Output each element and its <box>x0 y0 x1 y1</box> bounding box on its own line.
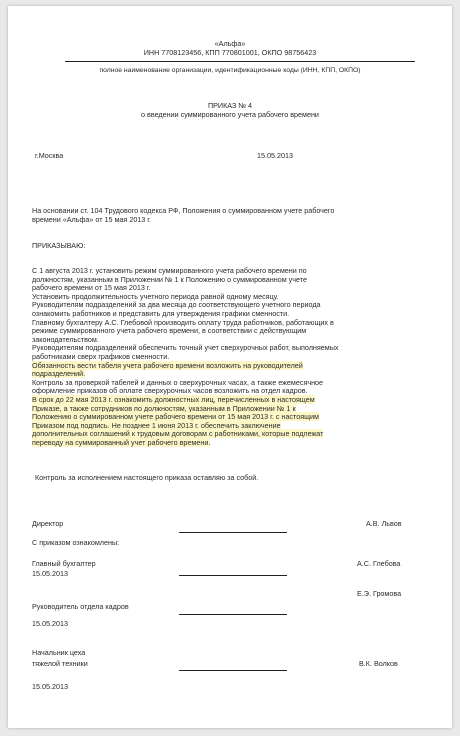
org-caption: полное наименование организации, идентификационные коды (ИНН, КПП, ОКПО) <box>99 67 361 74</box>
item-7-line: оформление приказов об оплате сверхурочных часов возложить на отдел кадров. <box>32 386 308 396</box>
order-date: 15.05.2013 <box>257 151 293 160</box>
order-subtitle: о введении суммированного учета рабочего времени <box>141 110 319 119</box>
item-6-line: Обязанность вести табеля учета рабочего времени возложить на руководителей <box>32 360 303 370</box>
item-1-line: должностям, указанным в Приложении № 1 к Положению о суммированном учете <box>32 274 307 284</box>
director-role: Директор <box>32 519 64 528</box>
order-items <box>32 267 338 447</box>
org-rule <box>65 61 415 62</box>
control-text: Контроль за исполнением настоящего приказа оставляю за собой. <box>35 473 259 482</box>
acquainted-caption: С приказом ознакомлены: <box>32 538 120 547</box>
order-city: г.Москва <box>35 151 64 160</box>
item-1-line: С 1 августа 2013 г. установить режим суммированного учета рабочего времени по <box>32 266 307 275</box>
accountant-signature-line <box>179 575 287 576</box>
signer-role-shop-1: Начальник цеха <box>32 648 86 657</box>
item-3-line: ознакомить работников и представить для утверждения графики сменности. <box>32 308 290 318</box>
signer-role-shop-2: тяжелой техники <box>32 659 88 668</box>
item-8-line: Приказом под подпись. Не позднее 1 июня 2013 г. обеспечить заключение <box>32 420 281 430</box>
item-8-line: дополнительных соглашений к трудовым договорам с работниками, которые подлежат <box>32 429 324 439</box>
item-4-line: законодательством. <box>32 334 99 344</box>
shop-signature-line <box>179 670 287 671</box>
director-name: А.В. Львов <box>366 519 402 528</box>
signer-date-hr: 15.05.2013 <box>32 619 68 628</box>
order-title: ПРИКАЗ № 4 <box>207 101 253 110</box>
item-8-line: Положению о суммированном учете рабочего времени от 15 мая 2013 г. с настоящим <box>32 412 319 422</box>
item-1-line: рабочего времени от 15 мая 2013 г. <box>32 283 151 293</box>
item-8-line: В срок до 22 мая 2013 г. ознакомить должностных лиц, перечисленных в настоящем <box>32 394 315 404</box>
item-7-line: Контроль за проверкой табелей и данных о сверхурочных часах, а также ежемесячное <box>32 377 324 387</box>
item-6-line: подразделений. <box>32 369 86 379</box>
hr-signature-line <box>179 614 287 615</box>
director-signature-line <box>179 532 287 533</box>
item-4-line: Главному бухгалтеру А.С. Глебовой производить оплату труда работников, работающих в <box>32 317 334 327</box>
order-word: ПРИКАЗЫВАЮ: <box>32 241 86 250</box>
item-5-line: Руководителям подразделений обеспечить точный учет сверхурочных работ, выполняемых <box>32 343 339 353</box>
item-8-line: Приказе, а также сотрудников по должностям, указанным в Приложении № 1 к <box>32 403 296 413</box>
item-3-line: Руководителям подразделений за два месяца до соответствующего учетного периода <box>32 300 321 310</box>
order-document <box>8 6 452 728</box>
basis-text <box>32 207 334 224</box>
signer-role-accountant: Главный бухгалтер <box>32 559 96 568</box>
signer-name-accountant: А.С. Глебова <box>357 559 401 568</box>
item-2-line: Установить продолжительность учетного периода равной одному месяцу. <box>32 291 279 301</box>
signer-name-shop: В.К. Волков <box>359 659 398 668</box>
item-8-line: переводу на суммированный учет рабочего времени. <box>32 437 211 447</box>
basis-line-1: На основании ст. 104 Трудового кодекса РФ, Положения о суммированном учете рабочего <box>32 206 335 215</box>
org-name: «Альфа» <box>214 39 246 48</box>
basis-line-2: времени «Альфа» от 15 мая 2013 г. <box>32 214 152 224</box>
signer-role-hr: Руководитель отдела кадров <box>32 602 129 611</box>
org-codes: ИНН 7708123456, КПП 770801001, ОКПО 98756423 <box>143 48 317 57</box>
item-5-line: работниками сверх графиков сменности. <box>32 351 170 361</box>
signer-name-gromova: Е.Э. Громова <box>357 589 402 598</box>
signer-date-shop: 15.05.2013 <box>32 682 68 691</box>
item-4-line: режиме суммированного учета рабочего времени, в соответствии с действующим <box>32 326 307 336</box>
signer-date-accountant: 15.05.2013 <box>32 569 68 578</box>
